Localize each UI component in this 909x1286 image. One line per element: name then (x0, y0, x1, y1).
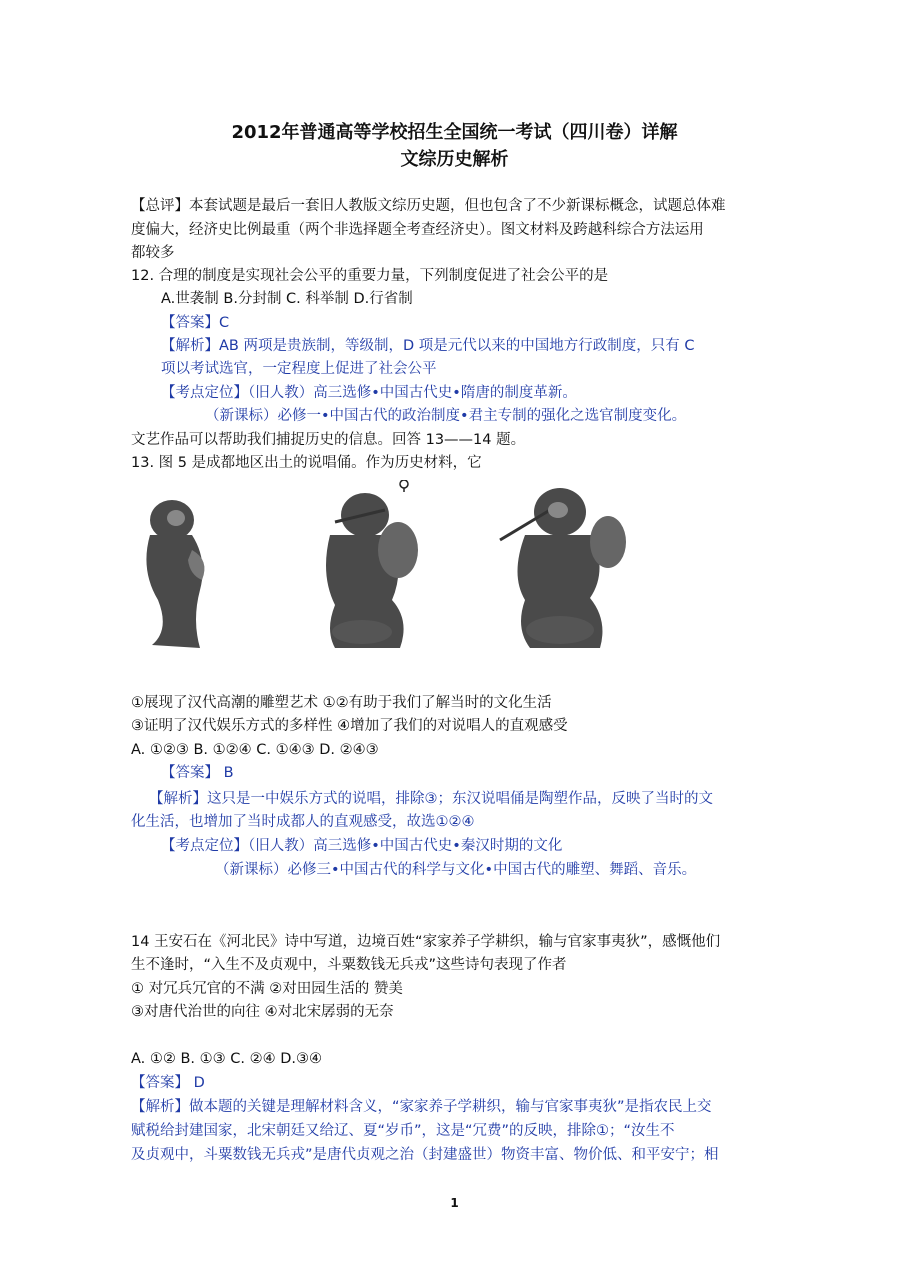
page-number: 1 (450, 1196, 459, 1210)
summary-line: 度偏大，经济史比例最重（两个非选择题全考查经济史）。图文材料及跨越科综合方法运用 (131, 222, 704, 238)
q13-point-line: 【考点定位】（旧人教）高三选修•中国古代史•秦汉时期的文化 (161, 838, 563, 854)
q12-analysis-line: 【解析】AB 两项是贵族制，等级制，D 项是元代以来的中国地方行政制度，只有 C (161, 338, 695, 354)
q13-options: A. ①②③ B. ①②④ C. ①④③ D. ②④③ (131, 742, 379, 758)
q14-answer: 【答案】 D (131, 1075, 205, 1091)
q13-choice-line: ①展现了汉代高潮的雕塑艺术 ①②有助于我们了解当时的文化生活 (131, 695, 552, 711)
q14-choice-line: ③对唐代治世的向往 ④对北宋孱弱的无奈 (131, 1004, 394, 1020)
q13-point-line: （新课标）必修三•中国古代的科学与文化•中国古代的雕塑、舞蹈、音乐。 (215, 862, 697, 878)
q12-analysis-line: 项以考试选官，一定程度上促进了社会公平 (161, 361, 437, 377)
q12-options: A.世袭制 B.分封制 C. 科举制 D.行省制 (161, 291, 413, 307)
q14-analysis-line: 及贞观中，斗粟数钱无兵戎”是唐代贞观之治（封建盛世）物资丰富、物价低、和平安宁；相 (131, 1147, 719, 1163)
figurine-side-view (146, 500, 204, 648)
section-intro: 文艺作品可以帮助我们捕捉历史的信息。回答 13——14 题。 (131, 432, 526, 448)
summary-line: 【总评】本套试题是最后一套旧人教版文综历史题，但也包含了不少新课标概念，试题总体难 (131, 198, 726, 214)
q12-point-line: 【考点定位】（旧人教）高三选修•中国古代史•隋唐的制度革新。 (161, 385, 577, 401)
figurine-front-view (326, 480, 418, 648)
q14-stem-line: 14 王安石在《河北民》诗中写道，边境百姓“家家养子学耕织，输与官家事夷狄”，感慨他们 (131, 934, 721, 950)
q14-stem-line: 生不逢时，“入生不及贞观中，斗粟数钱无兵戎”这些诗句表现了作者 (131, 957, 567, 973)
q12-stem: 12. 合理的制度是实现社会公平的重要力量，下列制度促进了社会公平的是 (131, 268, 609, 284)
q14-analysis-line: 【解析】做本题的关键是理解材料含义，“家家养子学耕织，输与官家事夷狄”是指农民上交 (131, 1099, 712, 1115)
q12-answer: 【答案】C (161, 315, 230, 331)
q12-point-line: （新课标）必修一•中国古代的政治制度•君主专制的强化之选官制度变化。 (205, 408, 687, 424)
q13-stem: 13. 图 5 是成都地区出土的说唱俑。作为历史材料，它 (131, 455, 482, 471)
document-title: 2012年普通高等学校招生全国统一考试（四川卷）详解 (231, 122, 678, 143)
q13-answer: 【答案】 B (161, 765, 234, 781)
document-subtitle: 文综历史解析 (400, 149, 509, 170)
q13-choice-line: ③证明了汉代娱乐方式的多样性 ④增加了我们的对说唱人的直观感受 (131, 718, 568, 734)
figurine-three-quarter-view (500, 488, 626, 648)
q14-analysis-line: 赋税给封建国家，北宋朝廷又给辽、夏“岁币”，这是“冗费”的反映，排除①；“汝生不 (131, 1123, 675, 1139)
q14-options: A. ①② B. ①③ C. ②④ D.③④ (131, 1051, 322, 1067)
storyteller-figurines-photo (130, 480, 650, 660)
q13-analysis-line: 化生活，也增加了当时成都人的直观感受，故选①②④ (131, 814, 475, 830)
summary-line: 都较多 (131, 245, 175, 261)
q13-analysis-line: 【解析】这只是一中娱乐方式的说唱，排除③；东汉说唱俑是陶塑作品，反映了当时的文 (149, 791, 713, 807)
q14-choice-line: ① 对冗兵冗官的不满 ②对田园生活的 赞美 (131, 981, 403, 997)
